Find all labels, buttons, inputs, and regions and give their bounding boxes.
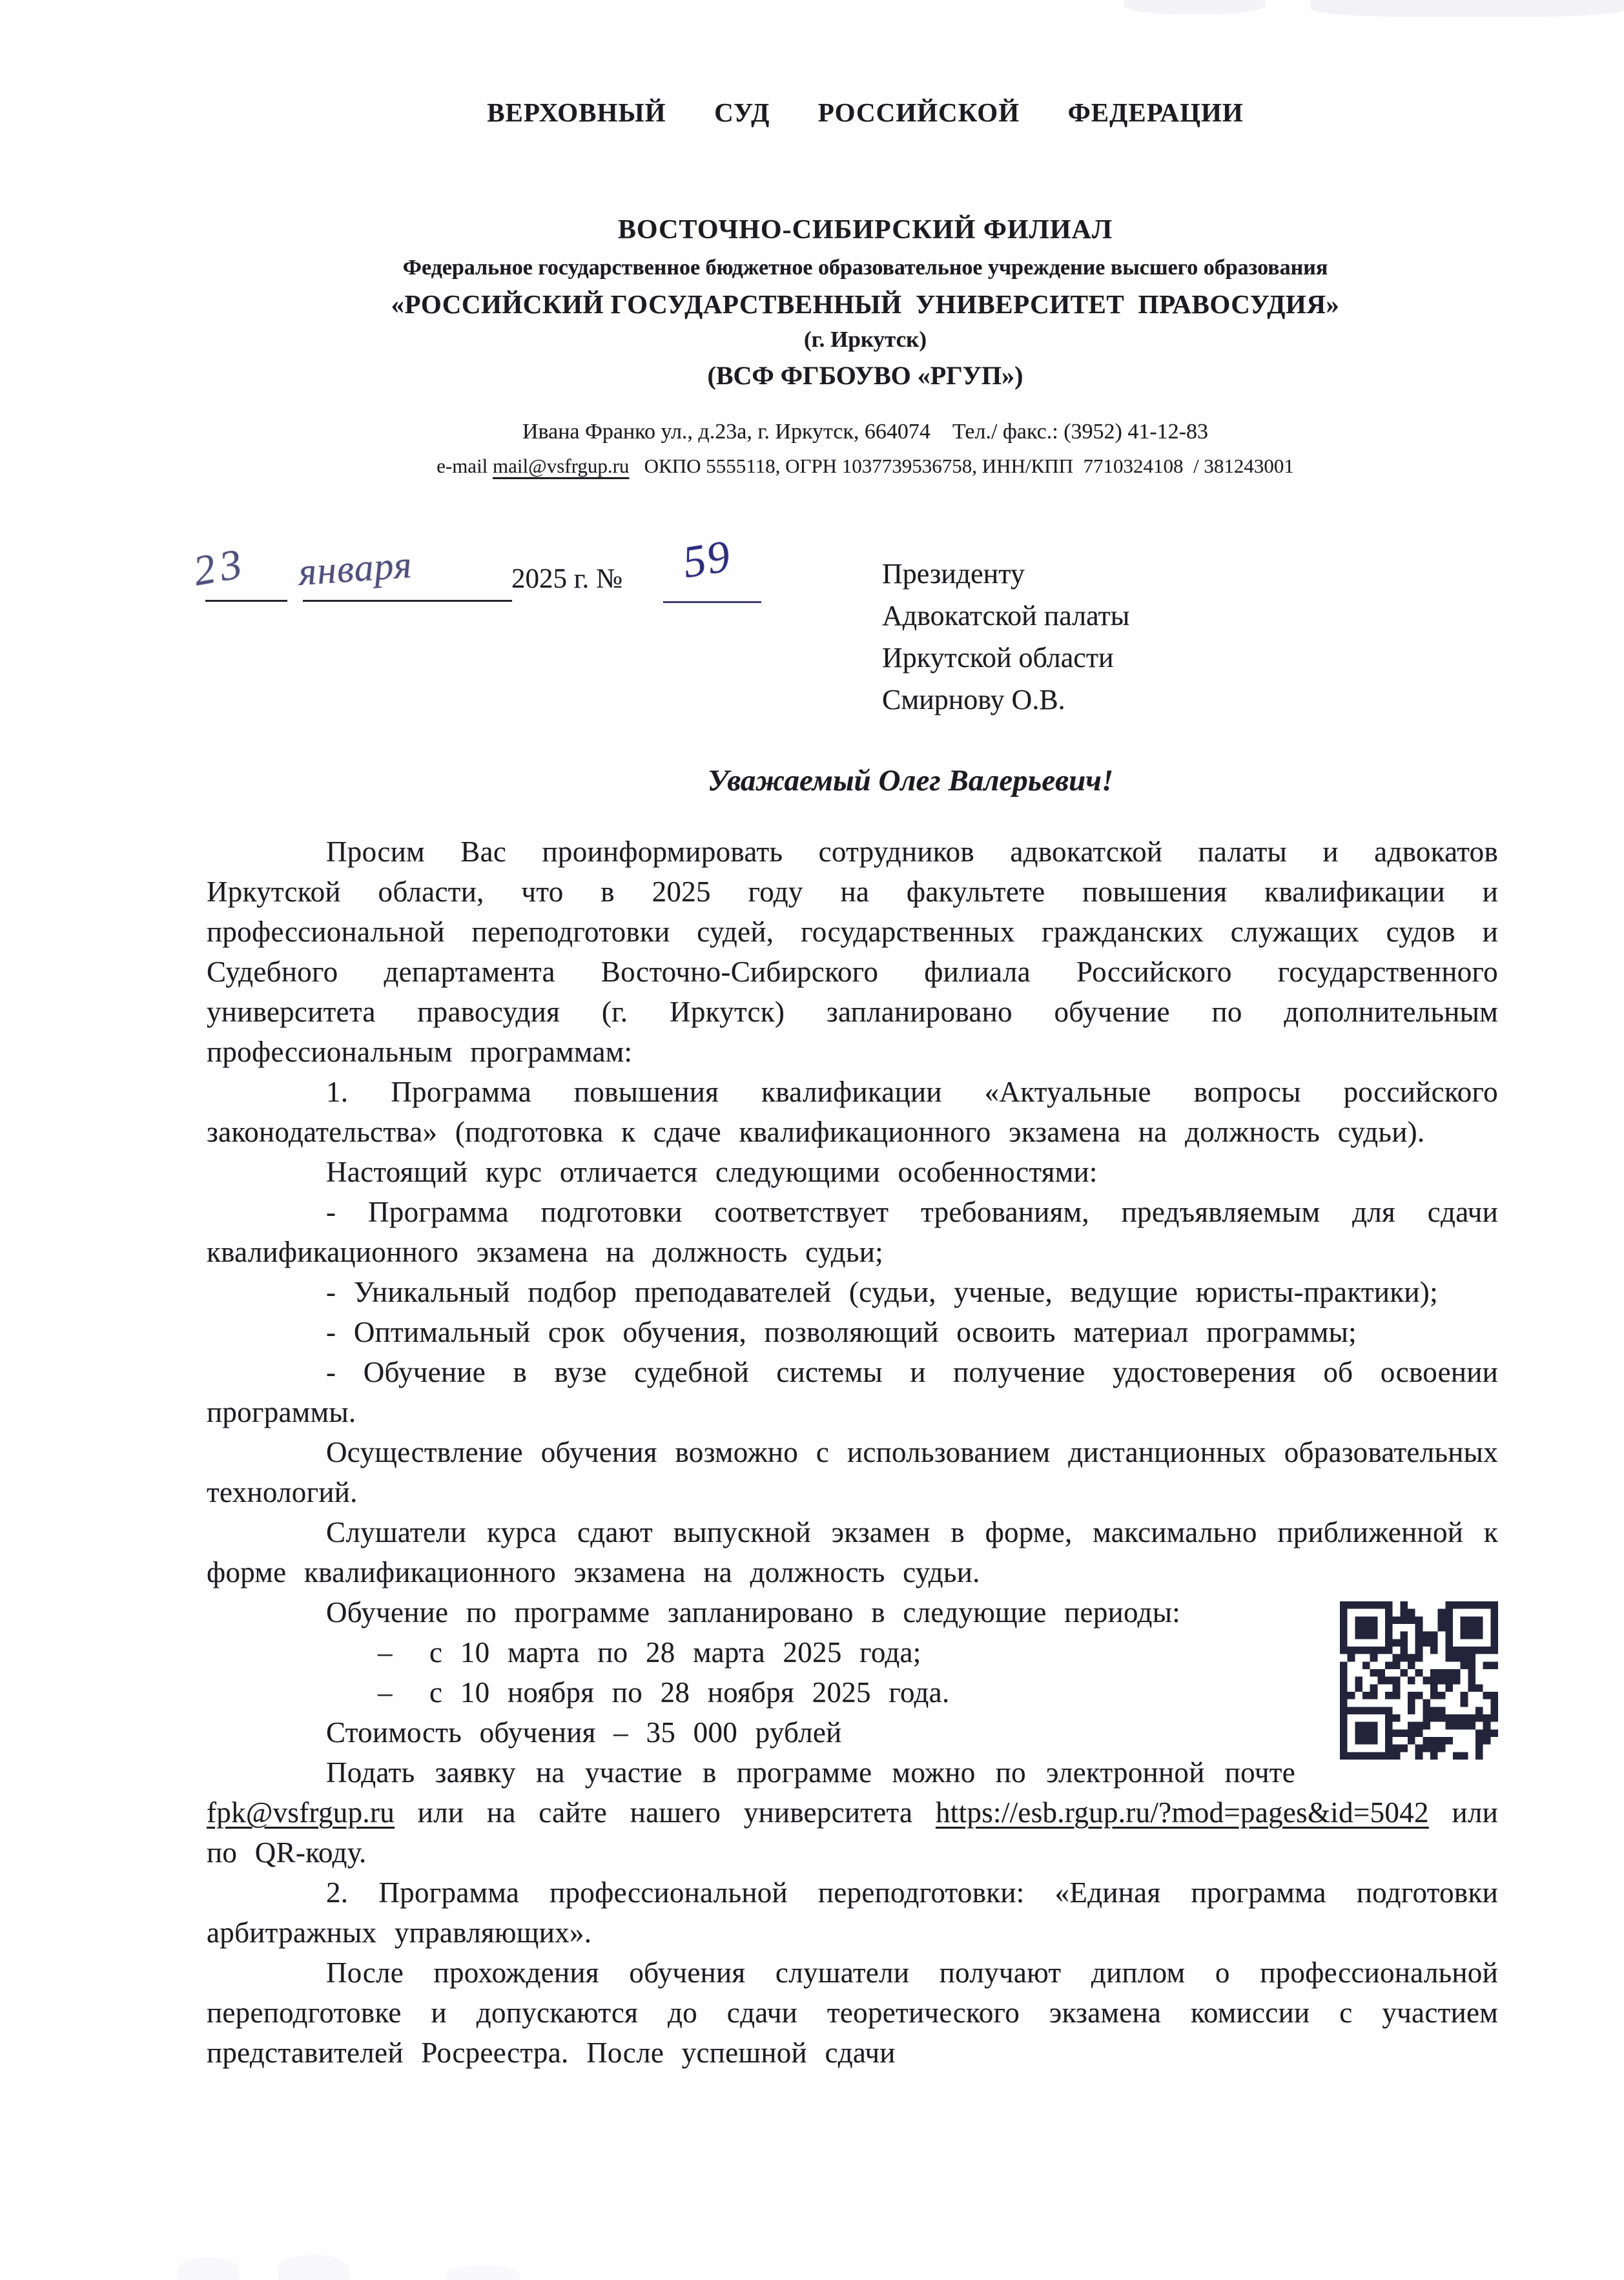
text-run: Просим Вас проинформировать сотрудников адвокатской палаты и адвокатов Иркутской области, что в 2025 году на факультете повышения квалификации и профессиональной переподготовки судей, государственных гражданских служащих судов и Судебного департамента Восточно-Сибирского филиала Российского государственного университета правосудия (г. Иркутск) запланировано обучение по дополнительным профессиональным программам: bbox=[207, 836, 1498, 1068]
number-underline bbox=[663, 601, 761, 603]
email-label: e-mail bbox=[437, 455, 493, 477]
body-paragraph bbox=[207, 1953, 1498, 2073]
handwritten-day: 23 bbox=[190, 539, 251, 595]
qr-code-image bbox=[1340, 1601, 1498, 1760]
letterhead-court-name: ВЕРХОВНЫЙ СУД РОССИЙСКОЙ ФЕДЕРАЦИИ bbox=[487, 98, 1244, 127]
schedule-item bbox=[207, 1632, 1498, 1672]
dash-bullet: – bbox=[378, 1636, 393, 1669]
text-run: с 10 марта по 28 марта 2025 года; bbox=[429, 1636, 921, 1669]
handwritten-outgoing-number: 59 bbox=[679, 531, 735, 588]
body-paragraph bbox=[207, 1192, 1498, 1272]
letterhead-contact-line bbox=[107, 455, 1624, 478]
text-run: или по QR-коду. bbox=[207, 1796, 1498, 1869]
schedule-item bbox=[207, 1672, 1498, 1712]
text-run: Настоящий курс отличается следующими особенностями: bbox=[326, 1156, 1098, 1188]
letterhead-address-line: Ивана Франко ул., д.23а, г. Иркутск, 664074 Тел./ факс.: (3952) 41-12-83 bbox=[522, 420, 1209, 444]
text-run: Стоимость обучения – 35 000 рублей bbox=[326, 1716, 842, 1749]
body-text bbox=[207, 832, 1498, 2073]
addressee-line: Адвокатской палаты bbox=[882, 600, 1130, 632]
text-run: Осуществление обучения возможно с использованием дистанционных образовательных технологий. bbox=[207, 1436, 1498, 1508]
body-paragraph bbox=[207, 1432, 1498, 1512]
scan-artifact bbox=[446, 2265, 520, 2280]
scan-artifact bbox=[1124, 0, 1266, 14]
letterhead-abbreviation: (ВСФ ФГБОУВО «РГУП») bbox=[707, 361, 1023, 390]
letterhead-branch-name: ВОСТОЧНО-СИБИРСКИЙ ФИЛИАЛ bbox=[617, 215, 1113, 245]
registry-numbers: ОКПО 5555118, ОГРН 1037739536758, ИНН/КПП 7710324108 / 381243001 bbox=[629, 455, 1294, 477]
body-paragraph bbox=[207, 1272, 1498, 1312]
dash-bullet: – bbox=[378, 1676, 393, 1709]
text-run: или на сайте нашего университета bbox=[395, 1796, 936, 1829]
scan-artifact bbox=[278, 2255, 349, 2280]
addressee-line: Иркутской области bbox=[882, 642, 1114, 673]
handwritten-month: января bbox=[296, 542, 414, 594]
body-paragraph bbox=[207, 1512, 1498, 1592]
body-paragraph bbox=[207, 1712, 1498, 1752]
text-run: Подать заявку на участие в программе можно по электронной почте bbox=[326, 1756, 1295, 1789]
text-run: - Обучение в вузе судебной системы и получение удостоверения об освоении программы. bbox=[207, 1356, 1498, 1428]
addressee-block bbox=[882, 553, 1129, 721]
body-paragraph bbox=[207, 1312, 1498, 1352]
body-paragraph bbox=[207, 1352, 1498, 1432]
text-run: - Уникальный подбор преподавателей (судьи, ученые, ведущие юристы-практики); bbox=[326, 1276, 1438, 1308]
text-run: После прохождения обучения слушатели получают диплом о профессиональной переподготовке и допускаются до сдачи теоретического экзамена комиссии с участием представителей Росреестра. После успешной сдачи bbox=[207, 1956, 1498, 2069]
text-run: с 10 ноября по 28 ноября 2025 года. bbox=[429, 1676, 950, 1709]
date-underline bbox=[303, 600, 512, 602]
text-run: - Программа подготовки соответствует требованиям, предъявляемым для сдачи квалификационного экзамена на должность судьи; bbox=[207, 1196, 1498, 1268]
text-run: - Оптимальный срок обучения, позволяющий освоить материал программы; bbox=[326, 1316, 1357, 1348]
text-run: Обучение по программе запланировано в следующие периоды: bbox=[326, 1596, 1181, 1628]
body-paragraph bbox=[207, 832, 1498, 1072]
date-underline bbox=[205, 600, 287, 602]
letterhead-institution-type: Федеральное государственное бюджетное образовательное учреждение высшего образования bbox=[402, 256, 1328, 280]
letterhead-university-name: «РОССИЙСКИЙ ГОСУДАРСТВЕННЫЙ УНИВЕРСИТЕТ ПРАВОСУДИЯ» bbox=[391, 289, 1340, 319]
scan-artifact bbox=[1311, 0, 1624, 17]
text-run: 2. Программа профессиональной переподготовки: «Единая программа подготовки арбитражных управляющих». bbox=[207, 1876, 1498, 1949]
text-run: 1. Программа повышения квалификации «Актуальные вопросы российского законодательства» (подготовка к сдаче квалификационного экзамена на должность судьи). bbox=[207, 1076, 1498, 1148]
letterhead-email-link[interactable]: mail@vsfrgup.ru bbox=[493, 455, 630, 477]
addressee-line: Президенту bbox=[882, 558, 1025, 590]
salutation: Уважаемый Олег Валерьевич! bbox=[707, 764, 1114, 797]
body-paragraph bbox=[207, 1592, 1498, 1632]
qr-code bbox=[1317, 1601, 1498, 1776]
body-paragraph bbox=[207, 1152, 1498, 1192]
date-printed-text: 2025 г. № bbox=[511, 564, 623, 594]
body-paragraph bbox=[207, 1072, 1498, 1152]
addressee-line: Смирнову О.В. bbox=[882, 684, 1065, 715]
text-run: Слушатели курса сдают выпускной экзамен в форме, максимально приближенной к форме квалификационного экзамена на должность судьи. bbox=[207, 1516, 1498, 1588]
body-paragraph bbox=[207, 1752, 1498, 1873]
body-paragraph bbox=[207, 1873, 1498, 1953]
scan-artifact bbox=[178, 2257, 239, 2280]
program-page-link[interactable]: https://esb.rgup.ru/?mod=pages&id=5042 bbox=[936, 1796, 1429, 1829]
letterhead-city: (г. Иркутск) bbox=[804, 327, 927, 352]
application-email-link[interactable]: fpk@vsfrgup.ru bbox=[207, 1796, 395, 1829]
